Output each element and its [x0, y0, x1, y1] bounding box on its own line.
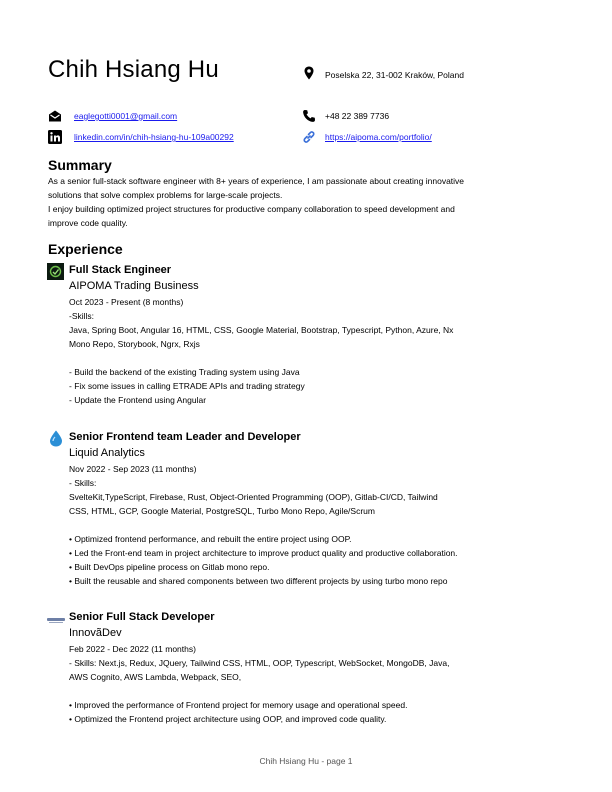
list-item: • Optimized the Frontend project architecture using OOP, and improved code quality. [69, 714, 387, 724]
resume-name: Chih Hsiang Hu [48, 56, 219, 83]
portfolio-link[interactable]: https://aipoma.com/portfolio/ [325, 132, 432, 142]
summary-text [48, 174, 568, 230]
summary-line: solutions that solve complex problems for large-scale projects. [48, 190, 283, 200]
job-company: Liquid Analytics [69, 447, 145, 459]
job-skills-line: AWS Cognito, AWS Lambda, Webpack, SEO, [69, 672, 242, 682]
page-footer: Chih Hsiang Hu - page 1 [259, 756, 353, 766]
email-icon [48, 109, 62, 123]
job-skills-label: -Skills: [69, 311, 95, 321]
job-title: Senior Frontend team Leader and Developer [69, 431, 301, 443]
linkedin-link[interactable]: linkedin.com/in/chih-hsiang-hu-109a00292 [74, 132, 234, 142]
job-skills-line: Java, Spring Boot, Angular 16, HTML, CSS, Google Material, Bootstrap, Typescript, Python, Azure, Nx [69, 325, 454, 335]
job-period: Oct 2023 - Present (8 months) [69, 297, 184, 307]
list-item: • Built the reusable and shared components between two different projects by using turbo mono repo [69, 576, 448, 586]
job-title: Senior Full Stack Developer [69, 611, 215, 623]
job-skills-line: - Skills: Next.js, Redux, JQuery, Tailwind CSS, HTML, OOP, Typescript, WebSocket, MongoDB, Java, [69, 658, 450, 668]
experience-heading: Experience [48, 241, 123, 257]
job-period: Feb 2022 - Dec 2022 (11 months) [69, 644, 196, 654]
job-company: InnovãDev [69, 627, 122, 639]
list-item: • Built DevOps pipeline process on Gitlab mono repo. [69, 562, 270, 572]
innovadev-logo-icon [46, 612, 66, 630]
list-item: • Led the Front-end team in project architecture to improve product quality and productive collaboration. [69, 548, 458, 558]
aipoma-logo-icon [47, 263, 64, 285]
job-details [69, 462, 569, 588]
linkedin-icon [48, 130, 62, 144]
job-skills-line: Mono Repo, Storybook, Ngrx, Rxjs [69, 339, 200, 349]
email-link[interactable]: eaglegotti0001@gmail.com [74, 111, 178, 121]
phone-icon [302, 109, 316, 123]
job-bullets [69, 532, 569, 588]
water-drop-icon [49, 430, 63, 452]
job-company: AIPOMA Trading Business [69, 280, 199, 292]
location-icon [302, 66, 316, 80]
job-bullets [69, 698, 569, 726]
job-skills-line: SvelteKit,TypeScript, Firebase, Rust, Object-Oriented Programming (OOP), Gitlab-CI/CD, Tailwind [69, 492, 438, 502]
summary-line: As a senior full-stack software engineer with 8+ years of experience, I am passionate about creating innovative [48, 176, 465, 186]
job-bullets [69, 365, 569, 407]
summary-line: I enjoy building optimized project structures for productive company collaboration to speed development and [48, 204, 455, 214]
list-item: - Fix some issues in calling ETRADE APIs and trading strategy [69, 381, 305, 391]
address-text: Poselska 22, 31-002 Kraków, Poland [325, 70, 464, 80]
job-skills-line: CSS, HTML, GCP, Google Material, PostgreSQL, Turbo Mono Repo, Agile/Scrum [69, 506, 375, 516]
phone-text: +48 22 389 7736 [325, 111, 390, 121]
list-item: - Build the backend of the existing Trading system using Java [69, 367, 300, 377]
job-title: Full Stack Engineer [69, 264, 172, 276]
list-item: • Improved the performance of Frontend project for memory usage and operational speed. [69, 700, 408, 710]
summary-heading: Summary [48, 157, 112, 173]
list-item: • Optimized frontend performance, and rebuilt the entire project using OOP. [69, 534, 352, 544]
list-item: - Update the Frontend using Angular [69, 395, 207, 405]
job-period: Nov 2022 - Sep 2023 (11 months) [69, 464, 197, 474]
job-skills-label: - Skills: [69, 478, 97, 488]
job-details [69, 642, 569, 726]
job-details [69, 295, 569, 407]
summary-line: improve code quality. [48, 218, 128, 228]
link-icon [302, 130, 316, 144]
